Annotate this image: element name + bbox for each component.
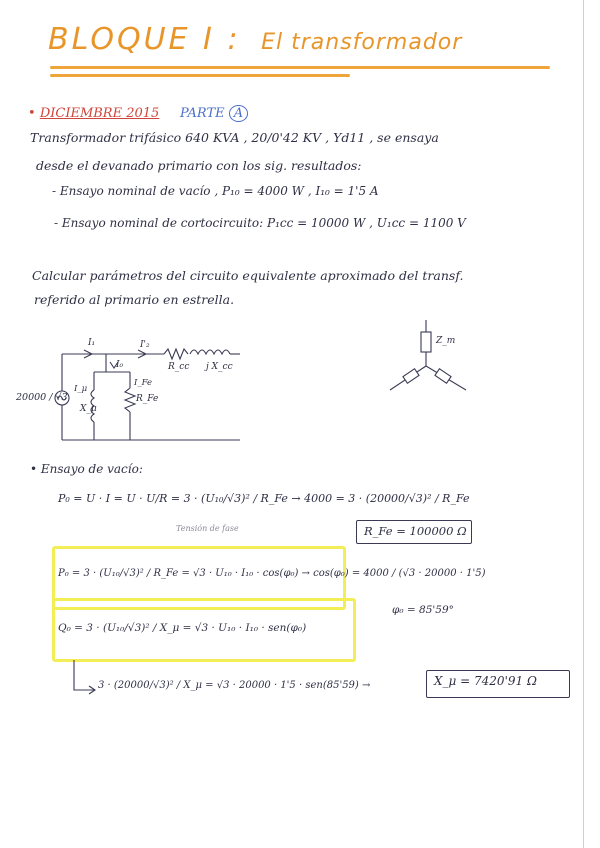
label-i0: I₀: [116, 360, 124, 370]
star-connection-diagram: [380, 314, 480, 394]
title-underline-1: [50, 66, 550, 69]
statement-line-1: Transformador trifásico 640 KVA , 20/0'42 KV , Yd11 , se ensaya: [30, 130, 439, 145]
source-voltage-label: 20000 / √3: [16, 392, 68, 403]
statement-line-2: desde el devanado primario con los sig. resultados:: [36, 158, 362, 173]
xmu-result: X_μ = 7420'91 Ω: [434, 674, 537, 688]
header-part-letter: A: [229, 105, 248, 122]
vacio-equation-2: P₀ = 3 · (U₁₀/√3)² / R_Fe = √3 · U₁₀ · I₁₀ · cos(φ₀) → cos(φ₀) = 4000 / (√3 · 20000 · 1'5): [58, 568, 486, 579]
rfe-resistor: [125, 388, 135, 412]
vacio-equation-3: Q₀ = 3 · (U₁₀/√3)² / X_μ = √3 · U₁₀ · I₁₀ · sen(φ₀): [58, 622, 307, 634]
page-title: [48, 22, 462, 57]
label-ife: I_Fe: [134, 378, 153, 388]
label-xcc: j X_cc: [206, 362, 233, 372]
exam-header: [28, 106, 248, 121]
vacio-equation-4: 3 · (20000/√3)² / X_μ = √3 · 20000 · 1'5 · sen(85'59) →: [98, 680, 371, 691]
star-impedance-label: Z_m: [436, 336, 456, 346]
page-edge-line: [583, 0, 584, 848]
rcc-resistor: [164, 349, 188, 359]
title-subtitle: El transformador: [261, 30, 463, 55]
label-i1: I₁: [88, 338, 96, 348]
task-line-2: referido al primario en estrella.: [34, 292, 235, 307]
vacio-equation-1: P₀ = U · I = U · U/R = 3 · (U₁₀/√3)² / R_Fe → 4000 = 3 · (20000/√3)² / R_Fe: [58, 492, 470, 505]
phi-angle: φ₀ = 85'59°: [392, 604, 454, 616]
header-part: PARTE: [179, 106, 225, 121]
ensayo-heading: • Ensayo de vacío:: [30, 462, 143, 476]
label-rcc: R_cc: [168, 362, 190, 372]
phase-voltage-note: Tensión de fase: [176, 524, 239, 533]
statement-item-1: - Ensayo nominal de vacío , P₁₀ = 4000 W , I₁₀ = 1'5 A: [52, 184, 379, 198]
title-underline-2: [50, 74, 350, 77]
label-i2: I'₂: [140, 340, 150, 350]
label-imu: I_μ: [74, 384, 88, 394]
statement-item-2: - Ensayo nominal de cortocircuito: P₁cc = 10000 W , U₁cc = 1100 V: [54, 216, 466, 230]
continuation-arrow-icon: [70, 660, 100, 700]
equivalent-circuit-diagram: [14, 332, 254, 444]
title-separator: :: [227, 22, 241, 57]
header-bullet: •: [28, 106, 36, 121]
label-xmu: X_μ: [80, 404, 97, 414]
xcc-inductor: [190, 350, 230, 354]
title-main: BLOQUE I: [48, 22, 215, 57]
label-rfe: R_Fe: [136, 394, 159, 404]
task-line-1: Calcular parámetros del circuito equivalente aproximado del transf.: [32, 268, 464, 283]
header-date: DICIEMBRE 2015: [39, 106, 160, 121]
rfe-result: R_Fe = 100000 Ω: [364, 524, 467, 538]
